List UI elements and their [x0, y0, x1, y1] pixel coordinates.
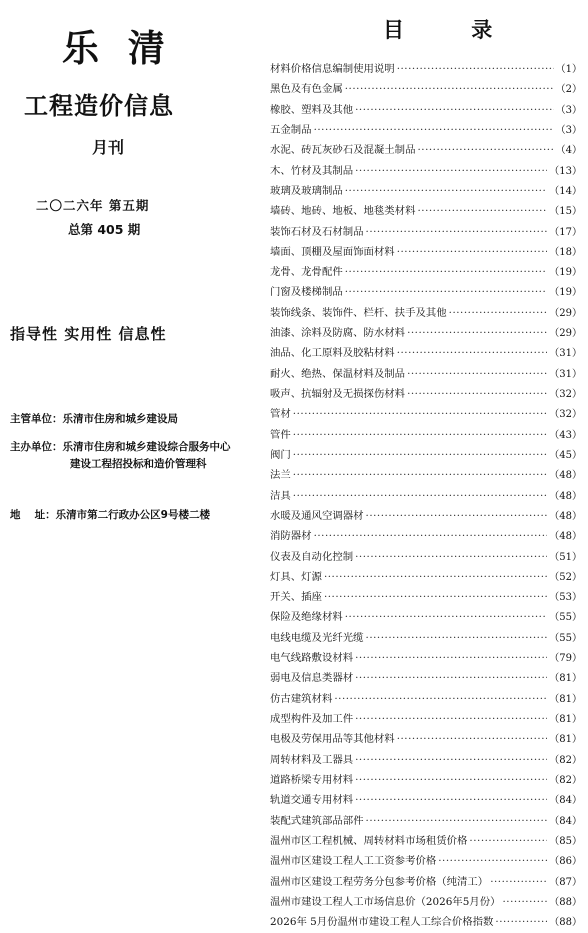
toc-item[interactable] — [270, 141, 582, 161]
toc-leader-dots — [345, 286, 548, 298]
toc-leader-dots — [397, 347, 548, 359]
toc-item[interactable] — [270, 263, 582, 283]
toc-leader-dots — [407, 327, 547, 339]
toc-leader-dots — [345, 266, 548, 278]
toc-leader-dots — [397, 63, 554, 75]
toc-item-title: 法兰 — [270, 469, 291, 482]
toc-item-page: （1） — [555, 64, 582, 75]
toc-leader-dots — [345, 83, 554, 95]
toc-item[interactable] — [270, 243, 582, 263]
toc-item-page: （87） — [549, 876, 582, 888]
toc-item-title: 电线电缆及光纤光缆 — [270, 631, 364, 644]
total-issue-number: 总第 405 期 — [68, 222, 141, 237]
toc-item-title: 道路桥梁专用材料 — [270, 773, 354, 786]
toc-item-page: （55） — [549, 632, 582, 644]
toc-item-page: （48） — [549, 510, 582, 522]
toc-item-page: （48） — [549, 490, 582, 502]
toc-leader-dots — [355, 551, 547, 563]
toc-item-title: 龙骨、龙骨配件 — [270, 266, 343, 279]
toc-item[interactable] — [270, 426, 582, 446]
toc-leader-dots — [355, 165, 547, 177]
toc-item-page: （4） — [555, 145, 582, 157]
toc-leader-dots — [366, 632, 548, 644]
toc-item-title: 温州市区工程机械、周转材料市场租赁价格 — [270, 834, 468, 847]
toc-item[interactable] — [270, 690, 582, 710]
organizer-value-line1: 乐清市住房和城乡建设综合服务中心 — [62, 441, 231, 453]
toc-item-title: 管材 — [270, 408, 291, 421]
toc-item[interactable] — [270, 344, 582, 364]
toc-item[interactable] — [270, 669, 582, 689]
toc-item-title: 黑色及有色金属 — [270, 83, 343, 96]
toc-item-title: 管件 — [270, 428, 291, 441]
issue-number: 二〇二六年 第五期 — [36, 198, 150, 213]
toc-item-page: （14） — [549, 185, 582, 197]
table-of-contents — [266, 0, 584, 929]
toc-item-page: （81） — [549, 714, 582, 725]
toc-leader-dots — [334, 693, 547, 705]
toc-item[interactable] — [270, 385, 582, 405]
toc-item-title: 消防器材 — [270, 530, 312, 543]
toc-leader-dots — [355, 754, 547, 766]
toc-item[interactable] — [270, 121, 582, 141]
toc-item[interactable] — [270, 649, 582, 669]
toc-leader-dots — [293, 490, 547, 502]
toc-item-page: （3） — [555, 124, 582, 136]
toc-leader-dots — [495, 916, 547, 928]
toc-item[interactable] — [270, 304, 582, 324]
toc-item-page: （19） — [549, 287, 582, 299]
toc-item[interactable] — [270, 629, 582, 649]
toc-item-title: 水暖及通风空调器材 — [270, 509, 364, 522]
toc-leader-dots — [314, 124, 554, 136]
toc-item[interactable] — [270, 913, 582, 933]
toc-item[interactable] — [270, 487, 582, 507]
toc-item-title: 温州市区建设工程劳务分包参考价格（纯清工） — [270, 875, 489, 888]
toc-item-page: （79） — [549, 653, 582, 665]
toc-item[interactable] — [270, 730, 582, 750]
toc-item-page: （86） — [549, 856, 582, 868]
toc-item[interactable] — [270, 507, 582, 527]
organizer-value-line2: 建设工程招投标和造价管理科 — [70, 458, 207, 470]
toc-item-title: 材料价格信息编制使用说明 — [270, 63, 395, 75]
toc-leader-dots — [417, 144, 553, 156]
toc-item-title: 弱电及信息类器材 — [270, 672, 354, 685]
toc-item-title: 温州市区建设工程人工工资参考价格 — [270, 855, 437, 868]
supervisor-label: 主管单位： — [10, 413, 63, 425]
toc-item-page: （45） — [549, 449, 582, 461]
toc-item-title: 门窗及楼梯制品 — [270, 286, 343, 299]
toc-item[interactable] — [270, 101, 582, 121]
toc-item-page: （85） — [549, 835, 582, 847]
toc-item-title: 墙面、顶棚及屋面饰面材料 — [270, 245, 395, 258]
toc-item-page: （88） — [549, 917, 582, 929]
toc-leader-dots — [397, 246, 548, 258]
toc-item-page: （48） — [549, 531, 582, 543]
toc-item-title: 吸声、抗辐射及无损探伤材料 — [270, 388, 406, 400]
toc-item-title: 木、竹材及其制品 — [270, 164, 354, 177]
toc-item-page: （17） — [549, 226, 582, 238]
toc-item[interactable] — [270, 223, 582, 243]
toc-item-page: （15） — [549, 206, 582, 218]
toc-item[interactable] — [270, 608, 582, 628]
toc-item-title: 橡胶、塑料及其他 — [270, 103, 354, 116]
toc-leader-dots — [366, 226, 548, 238]
toc-leader-dots — [293, 449, 547, 461]
toc-item-page: （31） — [549, 348, 582, 360]
toc-item-page: （82） — [549, 754, 582, 766]
toc-item-title: 墙砖、地砖、地板、地毯类材料 — [270, 205, 416, 218]
toc-leader-dots — [345, 185, 548, 197]
toc-item-title: 2026年 5月份温州市建设工程人工综合价格指数 — [270, 916, 494, 929]
toc-item-page: （29） — [549, 328, 582, 340]
toc-leader-dots — [355, 774, 547, 786]
address-info — [10, 507, 210, 524]
toc-leader-dots — [407, 388, 547, 400]
toc-item[interactable] — [270, 182, 582, 202]
toc-item-title: 装配式建筑部品部件 — [270, 814, 364, 827]
toc-leader-dots — [449, 307, 548, 319]
toc-leader-dots — [355, 794, 547, 806]
toc-leader-dots — [293, 469, 547, 481]
toc-item-page: （81） — [549, 673, 582, 685]
toc-item[interactable] — [270, 771, 582, 791]
toc-item-page: （31） — [549, 368, 582, 380]
toc-item-title: 电气线路敷设材料 — [270, 652, 354, 665]
toc-item-page: （84） — [549, 815, 582, 827]
toc-item[interactable] — [270, 568, 582, 588]
toc-item-page: （32） — [549, 409, 582, 421]
toc-item-title: 温州市建设工程人工市场信息价（2026年5月份） — [270, 895, 501, 908]
toc-item-title: 电极及劳保用品等其他材料 — [270, 733, 395, 746]
toc-leader-dots — [438, 855, 547, 867]
toc-item[interactable] — [270, 202, 582, 222]
toc-item[interactable] — [270, 791, 582, 811]
toc-leader-dots — [355, 652, 547, 664]
toc-item-page: （13） — [549, 165, 582, 177]
toc-item[interactable] — [270, 710, 582, 730]
toc-item-title: 开关、插座 — [270, 591, 322, 604]
toc-item-title: 装饰线条、装饰件、栏杆、扶手及其他 — [270, 306, 447, 319]
toc-item[interactable] — [270, 405, 582, 425]
toc-item[interactable] — [270, 873, 582, 893]
toc-item-title: 阀门 — [270, 448, 291, 461]
toc-title: 目 录 — [383, 18, 523, 42]
toc-item-page: （51） — [549, 551, 582, 563]
toc-item[interactable] — [270, 893, 582, 913]
cover-panel — [0, 0, 262, 856]
toc-item-page: （52） — [549, 571, 582, 583]
toc-item[interactable] — [270, 324, 582, 344]
toc-item[interactable] — [270, 548, 582, 568]
toc-item-title: 成型构件及加工件 — [270, 713, 354, 725]
toc-leader-dots — [417, 205, 547, 217]
toc-item-title: 保险及绝缘材料 — [270, 611, 343, 624]
organizer-info — [10, 439, 231, 473]
toc-item[interactable] — [270, 812, 582, 832]
toc-item-page: （82） — [549, 774, 582, 786]
toc-leader-dots — [355, 104, 554, 116]
toc-item[interactable] — [270, 446, 582, 466]
address-value: 乐清市第二行政办公区9号楼二楼 — [55, 509, 210, 521]
toc-item-title: 油品、化工原料及胶粘材料 — [270, 347, 395, 360]
toc-leader-dots — [324, 591, 547, 603]
toc-leader-dots — [397, 733, 548, 745]
toc-item-title: 轨道交通专用材料 — [270, 794, 354, 807]
toc-item-title: 装饰石材及石材制品 — [270, 225, 364, 238]
toc-item-page: （53） — [549, 592, 582, 604]
toc-item-page: （3） — [555, 104, 582, 116]
toc-item[interactable] — [270, 365, 582, 385]
toc-item-page: （55） — [549, 612, 582, 624]
toc-item-title: 五金制品 — [270, 123, 312, 136]
toc-item-page: （2） — [555, 84, 582, 96]
toc-item-title: 水泥、砖瓦灰砂石及混凝土制品 — [270, 144, 416, 157]
toc-item[interactable] — [270, 162, 582, 182]
toc-item-title: 周转材料及工器具 — [270, 753, 354, 766]
toc-item-page: （19） — [549, 267, 582, 279]
toc-item-page: （81） — [549, 693, 582, 705]
toc-leader-dots — [355, 713, 547, 725]
toc-item[interactable] — [270, 283, 582, 303]
toc-item[interactable] — [270, 527, 582, 547]
cover-subtitle: 工程造价信息 — [24, 92, 174, 120]
toc-item-title: 洁具 — [270, 489, 291, 502]
toc-item-page: （81） — [549, 734, 582, 746]
toc-leader-dots — [293, 408, 547, 420]
toc-leader-dots — [345, 611, 548, 623]
toc-item-page: （48） — [549, 470, 582, 482]
cover-title: 乐 清 — [62, 27, 173, 70]
publication-frequency: 月刊 — [92, 138, 125, 157]
toc-item[interactable] — [270, 60, 582, 80]
toc-item-page: （84） — [549, 795, 582, 807]
toc-item[interactable] — [270, 588, 582, 608]
organizer-label: 主办单位： — [10, 441, 63, 453]
slogan: 指导性 实用性 信息性 — [10, 325, 167, 343]
toc-item[interactable] — [270, 80, 582, 100]
toc-item-title: 油漆、涂料及防腐、防水材料 — [270, 327, 406, 340]
toc-item-page: （29） — [549, 307, 582, 319]
toc-item-title: 玻璃及玻璃制品 — [270, 184, 343, 197]
toc-item[interactable] — [270, 466, 582, 486]
address-label: 地 址： — [10, 509, 56, 521]
toc-item-title: 仪表及自动化控制 — [270, 550, 354, 563]
toc-item-title: 仿古建筑材料 — [270, 692, 333, 705]
supervisor-value: 乐清市住房和城乡建设局 — [62, 413, 178, 425]
toc-item-page: （32） — [549, 389, 582, 400]
toc-item-title: 耐火、绝热、保温材料及制品 — [270, 367, 406, 380]
toc-list — [270, 60, 582, 933]
supervisor-info — [10, 411, 178, 428]
toc-item[interactable] — [270, 852, 582, 872]
toc-item[interactable] — [270, 832, 582, 852]
toc-leader-dots — [324, 571, 547, 583]
toc-leader-dots — [407, 368, 547, 380]
toc-leader-dots — [366, 510, 548, 522]
toc-item-page: （88） — [549, 896, 582, 908]
toc-leader-dots — [355, 672, 547, 684]
toc-leader-dots — [314, 530, 548, 542]
toc-item-page: （43） — [549, 429, 582, 441]
toc-item-title: 灯具、灯源 — [270, 570, 322, 583]
toc-item[interactable] — [270, 751, 582, 771]
toc-leader-dots — [502, 896, 547, 908]
toc-leader-dots — [366, 815, 548, 827]
toc-item-page: （18） — [549, 246, 582, 258]
toc-leader-dots — [293, 429, 547, 441]
toc-leader-dots — [490, 876, 547, 888]
toc-leader-dots — [469, 835, 547, 847]
